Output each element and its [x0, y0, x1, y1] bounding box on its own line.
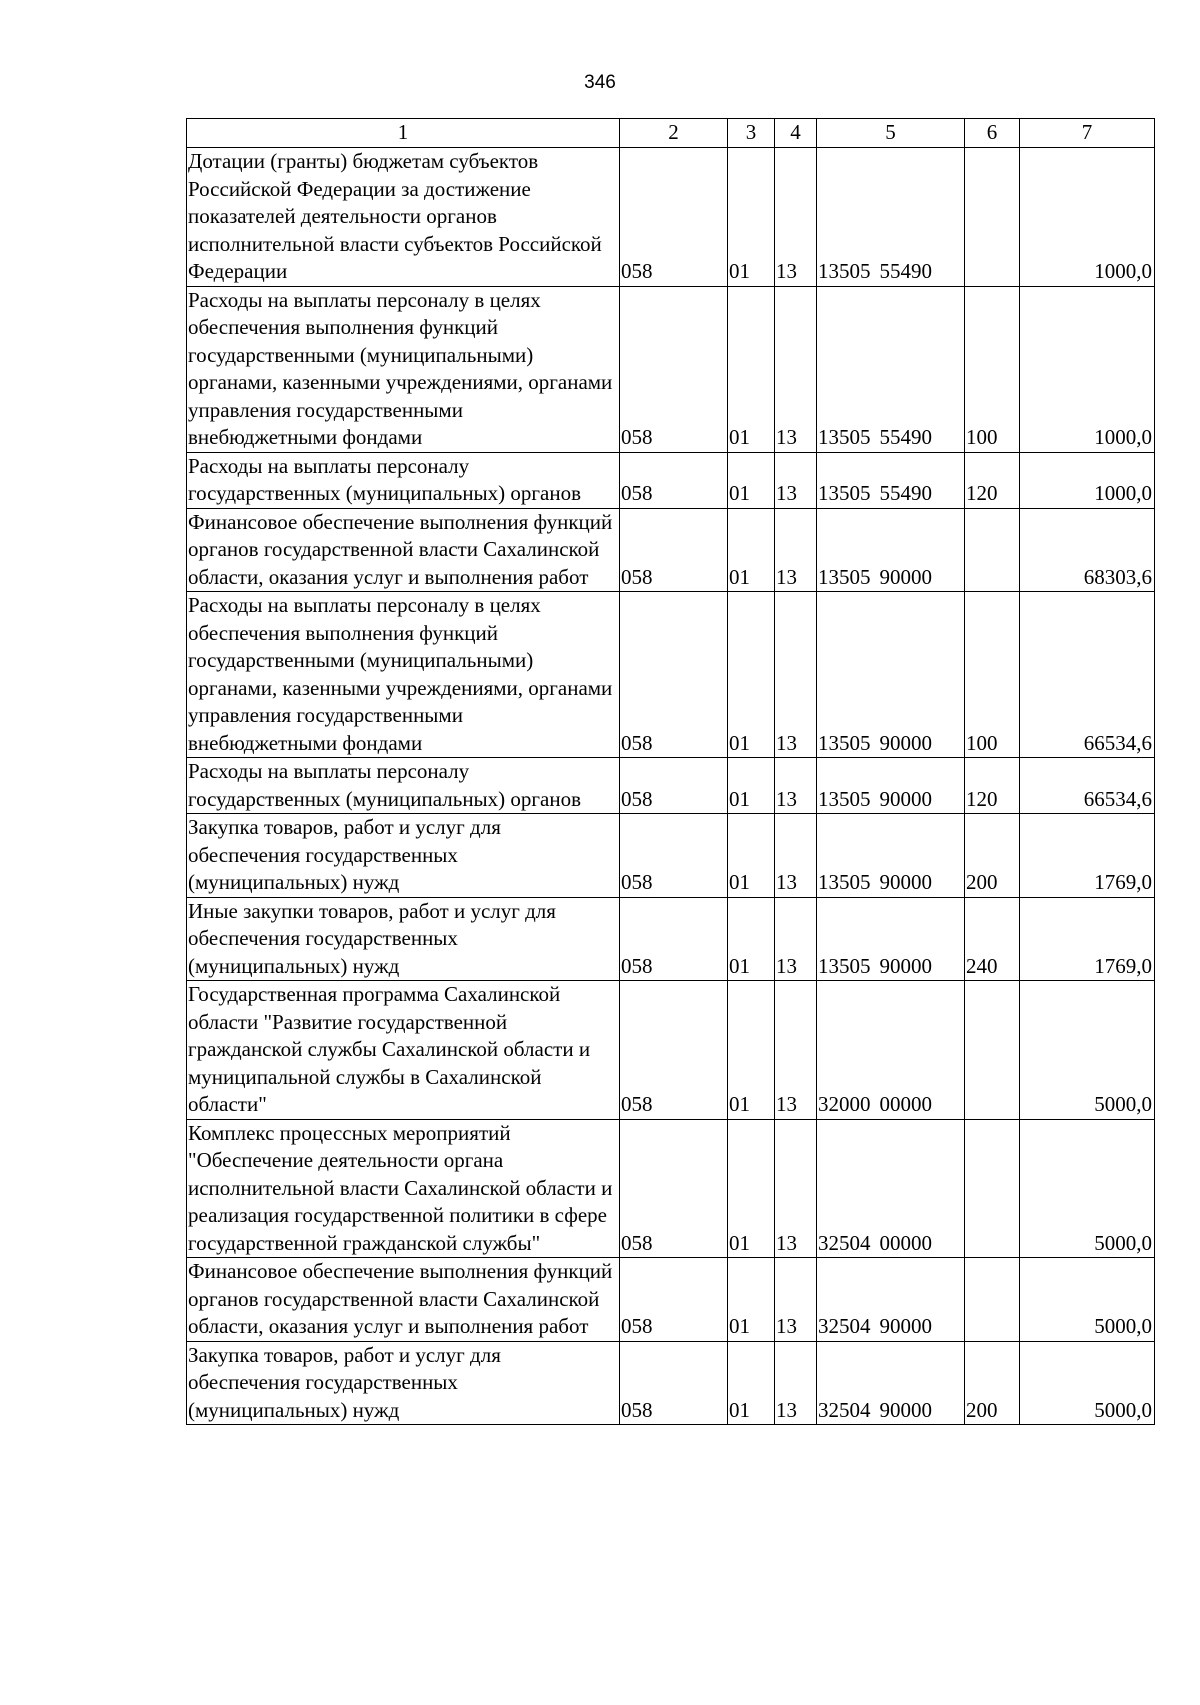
expense-name: Расходы на выплаты персоналу государственных (муниципальных) органов [187, 758, 620, 814]
grbs-code: 058 [620, 981, 728, 1120]
amount: 5000,0 [1020, 1258, 1155, 1342]
subsection-code: 13 [775, 981, 817, 1120]
amount: 1769,0 [1020, 814, 1155, 898]
expense-name: Государственная программа Сахалинской области "Развитие государственной гражданской службы Сахалинской области и муниципальной службы в Сахалинской области" [187, 981, 620, 1120]
grbs-code: 058 [620, 1119, 728, 1258]
expense-name: Закупка товаров, работ и услуг для обеспечения государственных (муниципальных) нужд [187, 814, 620, 898]
amount: 1769,0 [1020, 897, 1155, 981]
table-row [187, 1119, 1155, 1258]
page-number: 346 [584, 72, 616, 93]
target-article-code [817, 1119, 965, 1258]
target-article-code [817, 1341, 965, 1425]
grbs-code: 058 [620, 452, 728, 508]
subsection-code: 13 [775, 592, 817, 758]
target-article-program: 13505 [818, 786, 871, 811]
subsection-code: 13 [775, 897, 817, 981]
table-row [187, 452, 1155, 508]
subsection-code: 13 [775, 1119, 817, 1258]
table-row [187, 508, 1155, 592]
target-article-program: 32504 [818, 1314, 871, 1338]
expense-name: Расходы на выплаты персоналу в целях обеспечения выполнения функций государственными (муниципальными) органами, казенными учреждениями, органами управления государственными внебюджетными фондами [187, 592, 620, 758]
table-row [187, 1341, 1155, 1425]
expense-type-code [965, 1119, 1020, 1258]
amount: 1000,0 [1020, 452, 1155, 508]
amount: 66534,6 [1020, 758, 1155, 814]
target-article-direction: 00000 [879, 1092, 932, 1116]
table-row [187, 814, 1155, 898]
target-article-program: 13505 [818, 564, 871, 589]
section-code: 01 [728, 981, 775, 1120]
target-article-program: 13505 [818, 870, 871, 894]
amount: 5000,0 [1020, 1341, 1155, 1425]
section-code: 01 [728, 758, 775, 814]
table-row [187, 1258, 1155, 1342]
target-article-direction: 00000 [879, 1230, 932, 1255]
column-header-4: 4 [775, 119, 817, 148]
target-article-code [817, 1258, 965, 1342]
expense-type-code [965, 508, 1020, 592]
target-article-direction: 90000 [879, 564, 932, 589]
grbs-code: 058 [620, 1258, 728, 1342]
section-code: 01 [728, 452, 775, 508]
subsection-code: 13 [775, 148, 817, 287]
grbs-code: 058 [620, 286, 728, 452]
target-article-direction: 55490 [879, 259, 932, 283]
expense-name: Дотации (гранты) бюджетам субъектов Российской Федерации за достижение показателей деятельности органов исполнительной власти субъектов Российской Федерации [187, 148, 620, 287]
table-row [187, 592, 1155, 758]
target-article-program: 13505 [818, 953, 871, 978]
target-article-direction: 55490 [879, 425, 932, 449]
subsection-code: 13 [775, 452, 817, 508]
expense-name: Расходы на выплаты персоналу в целях обеспечения выполнения функций государственными (муниципальными) органами, казенными учреждениями, органами управления государственными внебюджетными фондами [187, 286, 620, 452]
target-article-direction: 90000 [879, 870, 932, 894]
table-body [187, 148, 1155, 1425]
section-code: 01 [728, 1258, 775, 1342]
amount: 66534,6 [1020, 592, 1155, 758]
expense-name: Финансовое обеспечение выполнения функций органов государственной власти Сахалинской области, оказания услуг и выполнения работ [187, 1258, 620, 1342]
table-row [187, 981, 1155, 1120]
target-article-code [817, 452, 965, 508]
budget-table [186, 118, 1155, 1425]
expense-type-code: 120 [965, 452, 1020, 508]
expense-type-code: 100 [965, 592, 1020, 758]
target-article-code [817, 981, 965, 1120]
target-article-code [817, 286, 965, 452]
target-article-code [817, 592, 965, 758]
column-header-7: 7 [1020, 119, 1155, 148]
column-header-5: 5 [817, 119, 965, 148]
target-article-code [817, 508, 965, 592]
expense-name: Комплекс процессных мероприятий "Обеспечение деятельности органа исполнительной власти Сахалинской области и реализация государственной политики в сфере государственной гражданской службы" [187, 1119, 620, 1258]
target-article-code [817, 148, 965, 287]
expense-type-code [965, 148, 1020, 287]
column-header-3: 3 [728, 119, 775, 148]
subsection-code: 13 [775, 508, 817, 592]
grbs-code: 058 [620, 758, 728, 814]
section-code: 01 [728, 1119, 775, 1258]
grbs-code: 058 [620, 148, 728, 287]
section-code: 01 [728, 1341, 775, 1425]
section-code: 01 [728, 286, 775, 452]
target-article-direction: 90000 [879, 1314, 932, 1338]
grbs-code: 058 [620, 814, 728, 898]
target-article-program: 32504 [818, 1397, 871, 1422]
expense-name: Закупка товаров, работ и услуг для обеспечения государственных (муниципальных) нужд [187, 1341, 620, 1425]
section-code: 01 [728, 897, 775, 981]
target-article-program: 32000 [818, 1092, 871, 1116]
section-code: 01 [728, 814, 775, 898]
column-header-6: 6 [965, 119, 1020, 148]
amount: 1000,0 [1020, 148, 1155, 287]
grbs-code: 058 [620, 592, 728, 758]
expense-name: Финансовое обеспечение выполнения функций органов государственной власти Сахалинской области, оказания услуг и выполнения работ [187, 508, 620, 592]
target-article-program: 13505 [818, 425, 871, 449]
expense-name: Расходы на выплаты персоналу государственных (муниципальных) органов [187, 452, 620, 508]
target-article-program: 13505 [818, 481, 871, 505]
target-article-direction: 90000 [879, 786, 932, 811]
amount: 68303,6 [1020, 508, 1155, 592]
expense-type-code: 240 [965, 897, 1020, 981]
amount: 5000,0 [1020, 981, 1155, 1120]
table-row [187, 758, 1155, 814]
expense-type-code: 120 [965, 758, 1020, 814]
section-code: 01 [728, 508, 775, 592]
column-header-2: 2 [620, 119, 728, 148]
subsection-code: 13 [775, 1258, 817, 1342]
amount: 1000,0 [1020, 286, 1155, 452]
column-header-1: 1 [187, 119, 620, 148]
table-row [187, 148, 1155, 287]
amount: 5000,0 [1020, 1119, 1155, 1258]
target-article-direction: 90000 [879, 1397, 932, 1422]
target-article-direction: 90000 [879, 730, 932, 755]
section-code: 01 [728, 592, 775, 758]
target-article-direction: 90000 [879, 953, 932, 978]
target-article-program: 13505 [818, 730, 871, 755]
expense-type-code: 200 [965, 814, 1020, 898]
target-article-code [817, 897, 965, 981]
grbs-code: 058 [620, 508, 728, 592]
expense-type-code: 100 [965, 286, 1020, 452]
target-article-program: 32504 [818, 1230, 871, 1255]
target-article-code [817, 814, 965, 898]
expense-name: Иные закупки товаров, работ и услуг для обеспечения государственных (муниципальных) нужд [187, 897, 620, 981]
table-row [187, 897, 1155, 981]
target-article-program: 13505 [818, 259, 871, 283]
subsection-code: 13 [775, 286, 817, 452]
grbs-code: 058 [620, 897, 728, 981]
section-code: 01 [728, 148, 775, 287]
expense-type-code [965, 1258, 1020, 1342]
subsection-code: 13 [775, 758, 817, 814]
grbs-code: 058 [620, 1341, 728, 1425]
expense-type-code: 200 [965, 1341, 1020, 1425]
subsection-code: 13 [775, 1341, 817, 1425]
expense-type-code [965, 981, 1020, 1120]
target-article-code [817, 758, 965, 814]
table-header-row [187, 119, 1155, 148]
target-article-direction: 55490 [879, 481, 932, 505]
table-row [187, 286, 1155, 452]
subsection-code: 13 [775, 814, 817, 898]
